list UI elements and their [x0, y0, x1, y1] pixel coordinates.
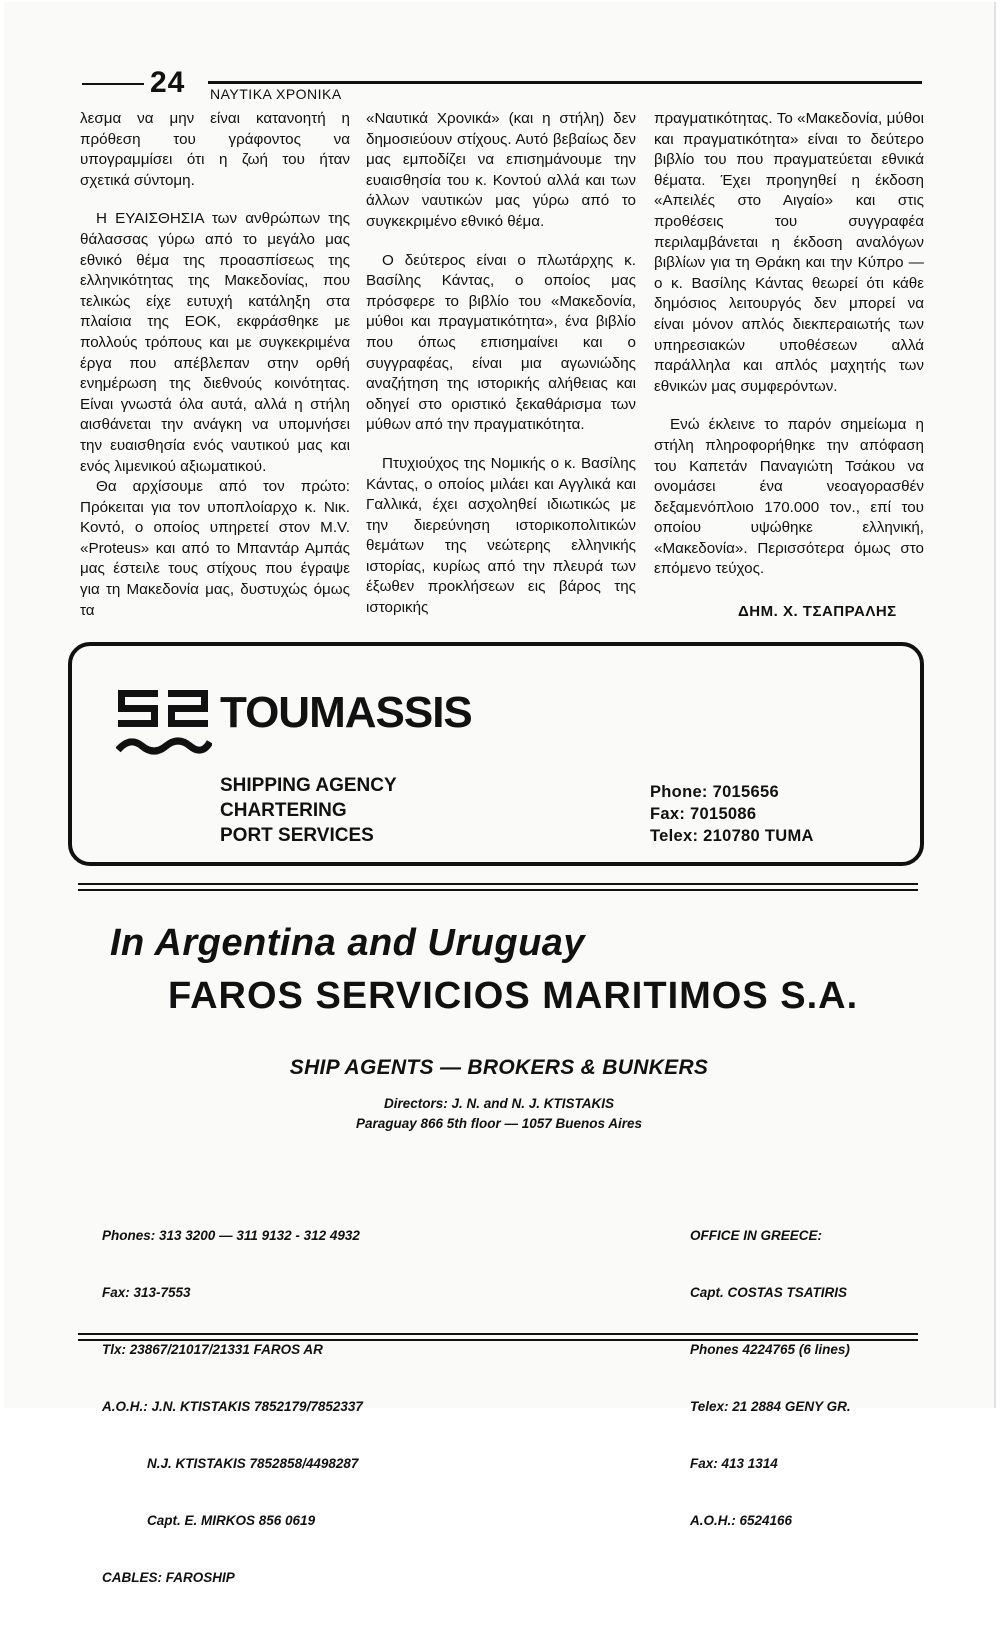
- article-paragraph: Ενώ έκλεινε το παρόν σημείωμα η στήλη πληροφορήθηκε την απόφαση του Καπετάν Παναγιώτη Τσάκου να ονομάσει ένα νεοαγορασθέν δεξαμενόπλοιο 170.000 τον., επί του οποίου υψώθηκε ελληνική, «Μακεδονία». Περισσότερα όμως στο επόμενο τεύχος.: [654, 416, 924, 578]
- article-paragraph: «Ναυτικά Χρονικά» (και η στήλη) δεν δημοσιεύουν στίχους. Αυτό βεβαίως δεν μας εμποδίζει να επισημάνουμε την ευαισθησία του κ. Κοντού αλλά και των άλλων ναυτικών μας γύρω από το συγκεκριμένο εθνικό θέμα.: [366, 110, 636, 230]
- divider-rule: [78, 1339, 918, 1341]
- divider-rule: [78, 889, 918, 891]
- contact-line: A.O.H.: 6524166: [690, 1513, 793, 1528]
- faros-company-name: FAROS SERVICIOS MARITIMOS S.A.: [168, 975, 859, 1017]
- article-column-3: [654, 109, 924, 580]
- contact-line: Capt. E. MIRKOS 856 0619: [102, 1513, 316, 1528]
- header-rule-right: [208, 81, 922, 84]
- service-item: CHARTERING: [220, 800, 347, 821]
- service-item: SHIPPING AGENCY: [220, 775, 397, 796]
- contact-line: Tlx: 23867/21017/21331 FAROS AR: [102, 1342, 323, 1357]
- contact-line: Fax: 313-7553: [102, 1285, 191, 1300]
- article-column-2: [366, 109, 636, 619]
- header-rule-left: [82, 83, 144, 85]
- toumassis-telex: Telex: 210780 TUMA: [650, 827, 814, 845]
- toumassis-services: [220, 773, 397, 848]
- journal-title: ΝΑΥΤΙΚΑ ΧΡΟΝΙΚΑ: [210, 86, 342, 102]
- contact-line: Fax: 413 1314: [690, 1456, 778, 1471]
- contact-line: A.O.H.: J.N. KTISTAKIS 7852179/7852337: [102, 1399, 363, 1414]
- toumassis-name: TOUMASSIS: [220, 688, 472, 737]
- article-paragraph: Πτυχιούχος της Νομικής ο κ. Βασίλης Κάντας, ο οποίος μιλάει και Αγγλικά και Γαλλικά, έχει ασχοληθεί ιδιωτικώς με την διερεύνηση ιστορικοπολιτικών θεμάτων της νεώτερης ελληνικής ιστορίας, κυρίως από την πλευρά των έξωθεν προκλήσεων εις βάρος της ιστορικής: [366, 454, 636, 617]
- faros-contacts-right: [690, 1188, 851, 1568]
- faros-region-headline: In Argentina and Uruguay: [110, 922, 586, 964]
- toumassis-phone: Phone: 7015656: [650, 783, 779, 801]
- article-paragraph: πραγματικότητας. Το «Μακεδονία, μύθοι και πραγματικότητα» είναι το δεύτερο βιβλίο του που πραγματεύεται εθνικά θέματα. Έχει προηγηθεί η έκδοση «Απειλές στο Αιγαίο» και στις προθέσεις του συγγραφέα περιλαμβάνεται η έκδοση αναλόγων βιβλίων για τη Θράκη και την Κύπρο — ο κ. Βασίλης Κάντας θεωρεί ότι κάθε δημόσιος λειτουργός δεν μπορεί να είναι μόνον απλός διεκπεραιωτής των υπηρεσιακών υποθέσεων αλλά παράλληλα και απλός μαχητής των εθνικών μας συμφερόντων.: [654, 110, 924, 395]
- contact-line: Telex: 21 2884 GENY GR.: [690, 1399, 851, 1414]
- faros-directors: Directors: J. N. and N. J. KTISTAKIS: [383, 1096, 615, 1111]
- divider-rule: [78, 1333, 918, 1335]
- contact-line: Phones 4224765 (6 lines): [690, 1342, 850, 1357]
- service-item: PORT SERVICES: [220, 825, 374, 846]
- contact-line: CABLES: FAROSHIP: [102, 1570, 235, 1585]
- author-signature: ΔΗΜ. Χ. ΤΣΑΠΡΑΛΗΣ: [738, 603, 897, 620]
- faros-contacts-left: [102, 1188, 363, 1625]
- magazine-page: [4, 2, 996, 1585]
- article-column-1: [80, 109, 350, 621]
- faros-directors-block: [4, 1094, 994, 1134]
- contact-line: N.J. KTISTAKIS 7852858/4498287: [102, 1456, 359, 1471]
- faros-tagline: SHIP AGENTS — BROKERS & BUNKERS: [289, 1056, 709, 1079]
- toumassis-fax: Fax: 7015086: [650, 805, 757, 823]
- toumassis-advert: [68, 642, 924, 866]
- contact-line: Capt. COSTAS TSATIRIS: [690, 1285, 848, 1300]
- contact-line: Phones: 313 3200 — 311 9132 - 312 4932: [102, 1228, 360, 1243]
- divider-rule: [78, 883, 918, 885]
- toumassis-logo-icon: [116, 686, 212, 766]
- article-paragraph: Θα αρχίσουμε από τον πρώτο: Πρόκειται για τον υποπλοίαρχο κ. Νικ. Κοντό, ο οποίος υπηρετεί στον M.V. «Proteus» και από το Μπαντάρ Αμπάς μας έστειλε τους στίχους που έγραψε για τη Μακεδονία μας, δυστυχώς όμως τα: [80, 478, 350, 619]
- contact-line: OFFICE IN GREECE:: [690, 1228, 823, 1243]
- page-number: 24: [150, 66, 186, 99]
- article-paragraph: λεσμα να μην είναι κατανοητή η πρόθεση του γράφοντος να υπογραμμίσει ότι η ζωή του ήταν σχετικά σύντομη.: [80, 110, 350, 189]
- toumassis-contact: [650, 781, 814, 847]
- faros-address: Paraguay 866 5th floor — 1057 Buenos Aires: [355, 1116, 643, 1131]
- article-paragraph: Η ΕΥΑΙΣΘΗΣΙΑ των ανθρώπων της θάλασσας γύρω από το μεγάλο μας εθνικό θέμα της προασπίσεως της ελληνικότητας της Μακεδονίας, που τελικώς είχε ευτυχή κατάληξη στα πλαίσια της ΕΟΚ, εκφράσθηκε με πολλούς τρόπους και με συγκεκριμένα έργα που απέβλεπαν στην ορθή ενημέρωση της διεθνούς κοινότητας. Είναι γνωστά όλα αυτά, αλλά η στήλη αισθάνεται την ανάγκη να υπομνήσει την ευαισθησία ενός ναυτικού μας και ενός λιμενικού αξιωματικού.: [80, 210, 350, 475]
- article-paragraph: Ο δεύτερος είναι ο πλωτάρχης κ. Βασίλης Κάντας, ο οποίος μας πρόσφερε το βιβλίο του «Μακεδονία, μύθοι και πραγματικότητα», ένα βιβλίο που όπως επισημαίνει και ο συγγραφέας, είναι μια αγωνιώδης αναζήτηση της ιστορικής αλήθειας και οδηγεί στο οριστικό ξεκαθάρισμα των μύθων από την πραγματικότητα.: [366, 251, 636, 434]
